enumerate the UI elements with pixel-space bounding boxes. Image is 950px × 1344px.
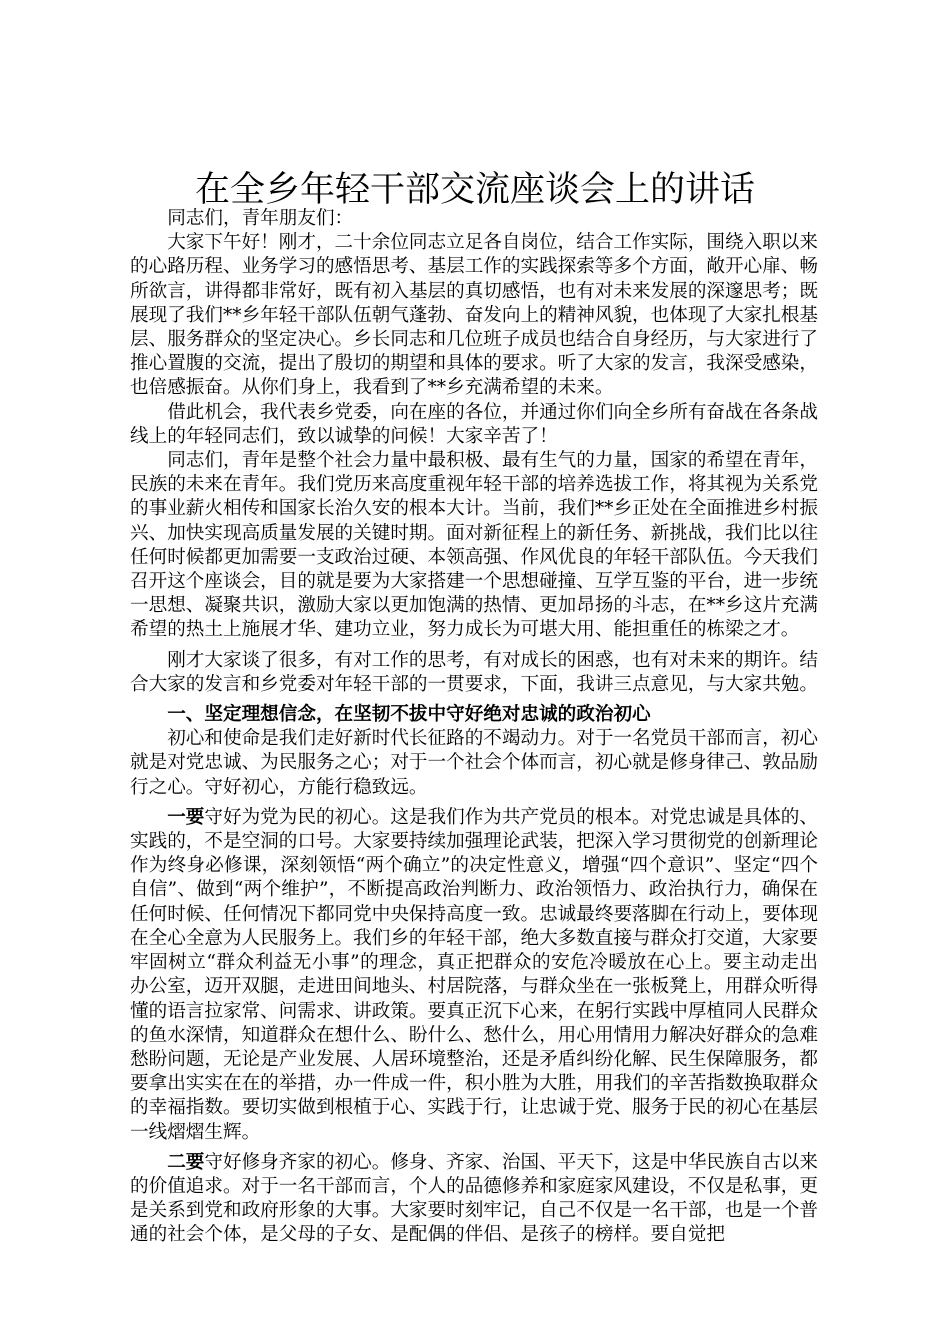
point-1-text: 守好为党为民的初心。这是我们作为共产党员的根本。对党忠诚是具体的、实践的，不是空洞的口号。大家要持续加强理论武装，把深入学习贯彻党的创新理论作为终身必修课，深刻领悟“两个确立”的决定性意义，增强“四个意识”、坚定“四个自信”、做到“两个维护”，不断提高政治判断力、政治领悟力、政治执行力，确保在任何时候、任何情况下都同党中央保持高度一致。忠诚最终要落脚在行动上，要体现在全心全意为人民服务上。我们乡的年轻干部，绝大多数直接与群众打交道，大家要牢固树立“群众利益无小事”的理念，真正把群众的安危冷暖放在心上。要主动走出办公室，迈开双腿，走进田间地头、村居院落，与群众坐在一张板凳上，用群众听得懂的语言拉家常、问需求、讲政策。要真正沉下心来，在躬行实践中厚植同人民群众的鱼水深情，知道群众在想什么、盼什么、愁什么，用心用情用力解决好群众的急难愁盼问题，无论是产业发展、人居环境整治，还是矛盾纠纷化解、民生保障服务，都要拿出实实在在的举措，办一件成一件，积小胜为大胜，用我们的辛苦指数换取群众的幸福指数。要切实做到根植于心、实践于行，让忠诚于党、服务于民的初心在基层一线熠熠生辉。 (130, 806, 818, 1143)
paragraph-original-mission: 初心和使命是我们走好新时代长征路的不竭动力。对于一名党员干部而言，初心就是对党忠诚、为民服务之心；对于一个社会个体而言，初心就是修身律己、敦品励行之心。守好初心，方能行稳致远。 (130, 728, 818, 798)
paragraph-youth-importance: 同志们，青年是整个社会力量中最积极、最有生气的力量，国家的希望在青年，民族的未来在青年。我们党历来高度重视年轻干部的培养选拔工作，将其视为关系党的事业薪火相传和国家长治久安的根本大计。当前，我们**乡正处在全面推进乡村振兴、加快实现高质量发展的关键时期。面对新征程上的新任务、新挑战，我们比以往任何时候都更加需要一支政治过硬、本领高强、作风优良的年轻干部队伍。今天我们召开这个座谈会，目的就是要为大家搭建一个思想碰撞、互学互鉴的平台，进一步统一思想、凝聚共识，激励大家以更加饱满的热情、更加昂扬的斗志，在**乡这片充满希望的热土上施展才华、建功立业，努力成长为可堪大用、能担重任的栋梁之才。 (130, 450, 818, 641)
section-heading-1: 一、坚定理想信念，在坚韧不拔中守好绝对忠诚的政治初心 (167, 704, 651, 726)
document-body (130, 207, 818, 1248)
greeting: 同志们，青年朋友们： (167, 208, 354, 229)
point-2-lead: 二要 (167, 1151, 205, 1173)
paragraph-opening: 大家下午好！刚才，二十余位同志立足各自岗位，结合工作实际，围绕入职以来的心路历程、业务学习的感悟思考、基层工作的实践探索等多个方面，敞开心扉、畅所欲言，讲得都非常好，既有初入基层的真切感悟，也有对未来发展的深邃思考；既展现了我们**乡年轻干部队伍朝气蓬勃、奋发向上的精神风貌，也体现了大家扎根基层、服务群众的坚定决心。乡长同志和几位班子成员也结合自身经历，与大家进行了推心置腹的交流，提出了殷切的期望和具体的要求。听了大家的发言，我深受感染，也倍感振奋。从你们身上，我看到了**乡充满希望的未来。 (130, 232, 818, 399)
point-1-lead: 一要 (167, 806, 205, 828)
paragraph-point-1 (130, 806, 818, 1145)
paragraph-three-points: 刚才大家谈了很多，有对工作的思考，有对成长的困惑，也有对未来的期许。结合大家的发言和乡党委对年轻干部的一贯要求，下面，我讲三点意见，与大家共勉。 (130, 649, 818, 695)
point-2-text: 守好修身齐家的初心。修身、齐家、治国、平天下，这是中华民族自古以来的价值追求。对于一名干部而言，个人的品德修养和家庭家风建设，不仅是私事，更是关系到党和政府形象的大事。大家要时刻牢记，自己不仅是一名干部，也是一个普通的社会个体，是父母的子女、是配偶的伴侣、是孩子的榜样。要自觉把 (130, 1151, 818, 1246)
paragraph-greetings: 借此机会，我代表乡党委，向在座的各位，并通过你们向全乡所有奋战在各条战线上的年轻同志们，致以诚挚的问候！大家辛苦了！ (130, 401, 818, 447)
document-title: 在全乡年轻干部交流座谈会上的讲话 (194, 170, 755, 210)
paragraph-point-2 (130, 1151, 818, 1248)
